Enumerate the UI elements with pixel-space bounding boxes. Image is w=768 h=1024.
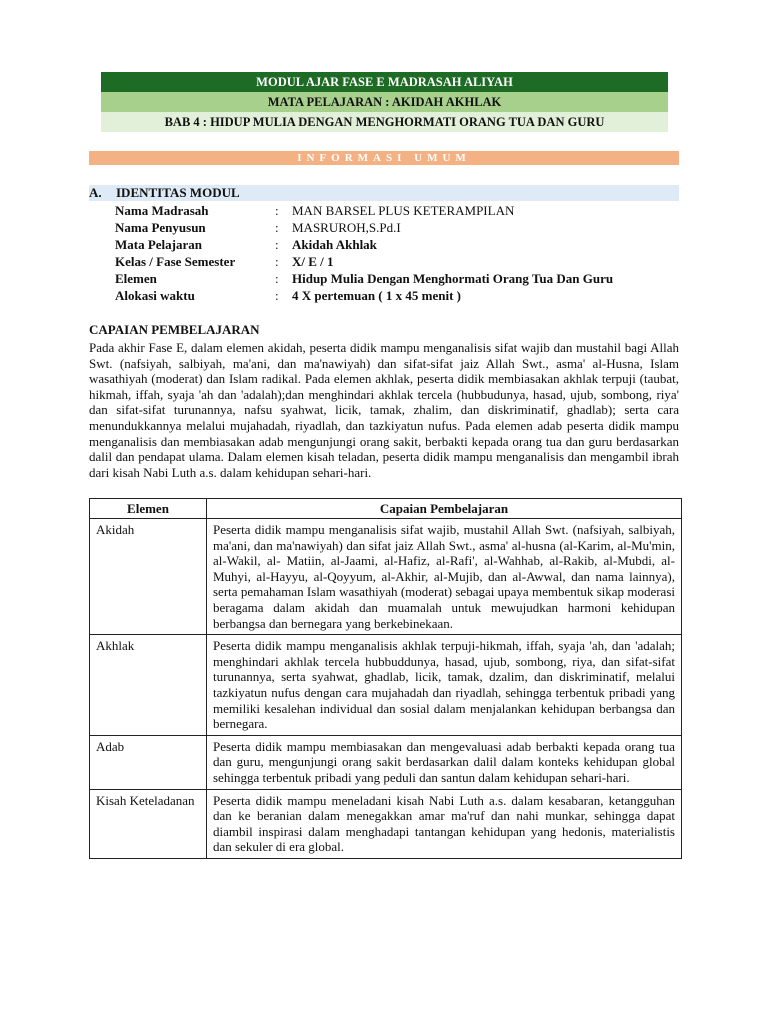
colon: : xyxy=(275,203,279,218)
capaian-heading: CAPAIAN PEMBELAJARAN xyxy=(89,322,260,337)
identitas-label: Mata Pelajaran xyxy=(115,237,203,252)
table-row xyxy=(90,789,682,858)
elemen-cell: Akidah xyxy=(90,519,207,635)
table-row xyxy=(90,735,682,789)
column-header-capaian: Capaian Pembelajaran xyxy=(207,499,682,519)
info-banner: INFORMASI UMUM xyxy=(89,151,679,165)
capaian-table xyxy=(89,498,682,859)
identitas-label: Nama Penyusun xyxy=(115,220,206,235)
table-row xyxy=(90,519,682,635)
identitas-value: MASRUROH,S.Pd.I xyxy=(292,220,401,235)
identitas-heading xyxy=(89,185,679,201)
section-number: A. xyxy=(89,185,102,200)
colon: : xyxy=(275,254,279,269)
capaian-cell: Peserta didik mampu meneladani kisah Nabi Luth a.s. dalam kesabaran, ketangguhan dan ke beranian dalam menegakkan amar ma'ruf dan nahi munkar, sehingga dapat diambil inspirasi dalam menghadapi tantangan kehidupan yang hedonis, materialistis dan sekuler di era global. xyxy=(207,789,682,858)
section-title: IDENTITAS MODUL xyxy=(116,185,240,200)
capaian-cell: Peserta didik mampu menganalisis sifat wajib, mustahil Allah Swt. (nafsiyah, salbiyah, ma'ani, dan ma'nawiyah) dan sifat jaiz Allah Swt., asma' al-husna (al-Karim, al-Mu'min, al-Wakil, al- Matiin, al-Jaami, al-Hafiz, al-Rafi', al-Wahhab, al-Rakib, al-Mubdi, al-Muhyi, al-Hayyu, al-Qoyyum, al-Akhir, al-Mujib, dan al-Awwal, dan nama lainnya), serta pemahaman Islam wasathiyah (moderat) sebagai upaya membentuk sikap moderasi beragama dalam akidah dan muamalah untuk mewujudkan harmoni kehidupan berbangsa dan bernegara yang berkebinekaan. xyxy=(207,519,682,635)
elemen-cell: Akhlak xyxy=(90,635,207,736)
identitas-value: MAN BARSEL PLUS KETERAMPILAN xyxy=(292,203,515,218)
column-header-elemen: Elemen xyxy=(90,499,207,519)
capaian-paragraph: Pada akhir Fase E, dalam elemen akidah, peserta didik mampu menganalisis sifat wajib dan mustahil bagi Allah Swt. (nafsiyah, salbiyah, ma'ani, dan ma'nawiyah) dan sifat-sifat jaiz Allah Swt., asma' al-Husna, Islam wasathiyah (moderat) dan Islam radikal. Pada elemen akhlak, peserta didik membiasakan akhlak terpuji (taubat, hikmah, iffah, syaja 'ah dan 'adalah);dan menghindari akhlak tercela (hubbudunya, hasad, ujub, sombong, riya' dan sifat-sifat turunannya, nafsu syahwat, licik, tamak, zhalim, dan diskriminatif, ghadlab); serta cara menundukkannya melalui mujahadah, riyadlah, dan tazkiyatun nufus. Pada elemen adab peserta didik mampu menganalisis dan membiasakan adab mengunjungi orang sakit, berbakti kepada orang tua dan guru berdasarkan dalil dan pendapat ulama. Dalam elemen kisah teladan, peserta didik mampu menganalisis dan mengambil ibrah dari kisah Nabi Luth a.s. dalam kehidupan sehari-hari. xyxy=(89,340,679,480)
capaian-cell: Peserta didik mampu membiasakan dan mengevaluasi adab berbakti kepada orang tua dan guru, mengunjungi orang sakit berdasarkan dalil dalam konteks kehidupan global sehingga terbentuk pribadi yang peduli dan santun dalam kehidupan sehari-hari. xyxy=(207,735,682,789)
elemen-cell: Kisah Keteladanan xyxy=(90,789,207,858)
colon: : xyxy=(275,288,279,303)
identitas-value: 4 X pertemuan ( 1 x 45 menit ) xyxy=(292,288,461,303)
identitas-value: X/ E / 1 xyxy=(292,254,334,269)
identitas-value: Akidah Akhlak xyxy=(292,237,377,252)
colon: : xyxy=(275,237,279,252)
subject-title: MATA PELAJARAN : AKIDAH AKHLAK xyxy=(101,92,668,112)
colon: : xyxy=(275,271,279,286)
identitas-label: Kelas / Fase Semester xyxy=(115,254,236,269)
chapter-title: BAB 4 : HIDUP MULIA DENGAN MENGHORMATI ORANG TUA DAN GURU xyxy=(101,112,668,132)
module-title: MODUL AJAR FASE E MADRASAH ALIYAH xyxy=(101,72,668,92)
table-header-row xyxy=(90,499,682,519)
table-row xyxy=(90,635,682,736)
identitas-label: Elemen xyxy=(115,271,157,286)
elemen-cell: Adab xyxy=(90,735,207,789)
identitas-label: Nama Madrasah xyxy=(115,203,209,218)
identitas-value: Hidup Mulia Dengan Menghormati Orang Tua Dan Guru xyxy=(292,271,614,286)
identitas-label: Alokasi waktu xyxy=(115,288,195,303)
capaian-cell: Peserta didik mampu menganalisis akhlak terpuji-hikmah, iffah, syaja 'ah, dan 'adalah; menghindari akhlak tercela hubbuddunya, hasad, ujub, sombong, riya, dan sifat-sifat turunannya, serta syahwat, ghadlab, licik, tamak, dzalim, dan diskriminatif, melalui tazkiyatun nufus dengan cara mujahadah dan riyadlah, sehingga terbentuk pribadi yang memiliki kesalehan individual dan sosial dalam menjalankan kehidupan berbangsa dan bernegara. xyxy=(207,635,682,736)
colon: : xyxy=(275,220,279,235)
